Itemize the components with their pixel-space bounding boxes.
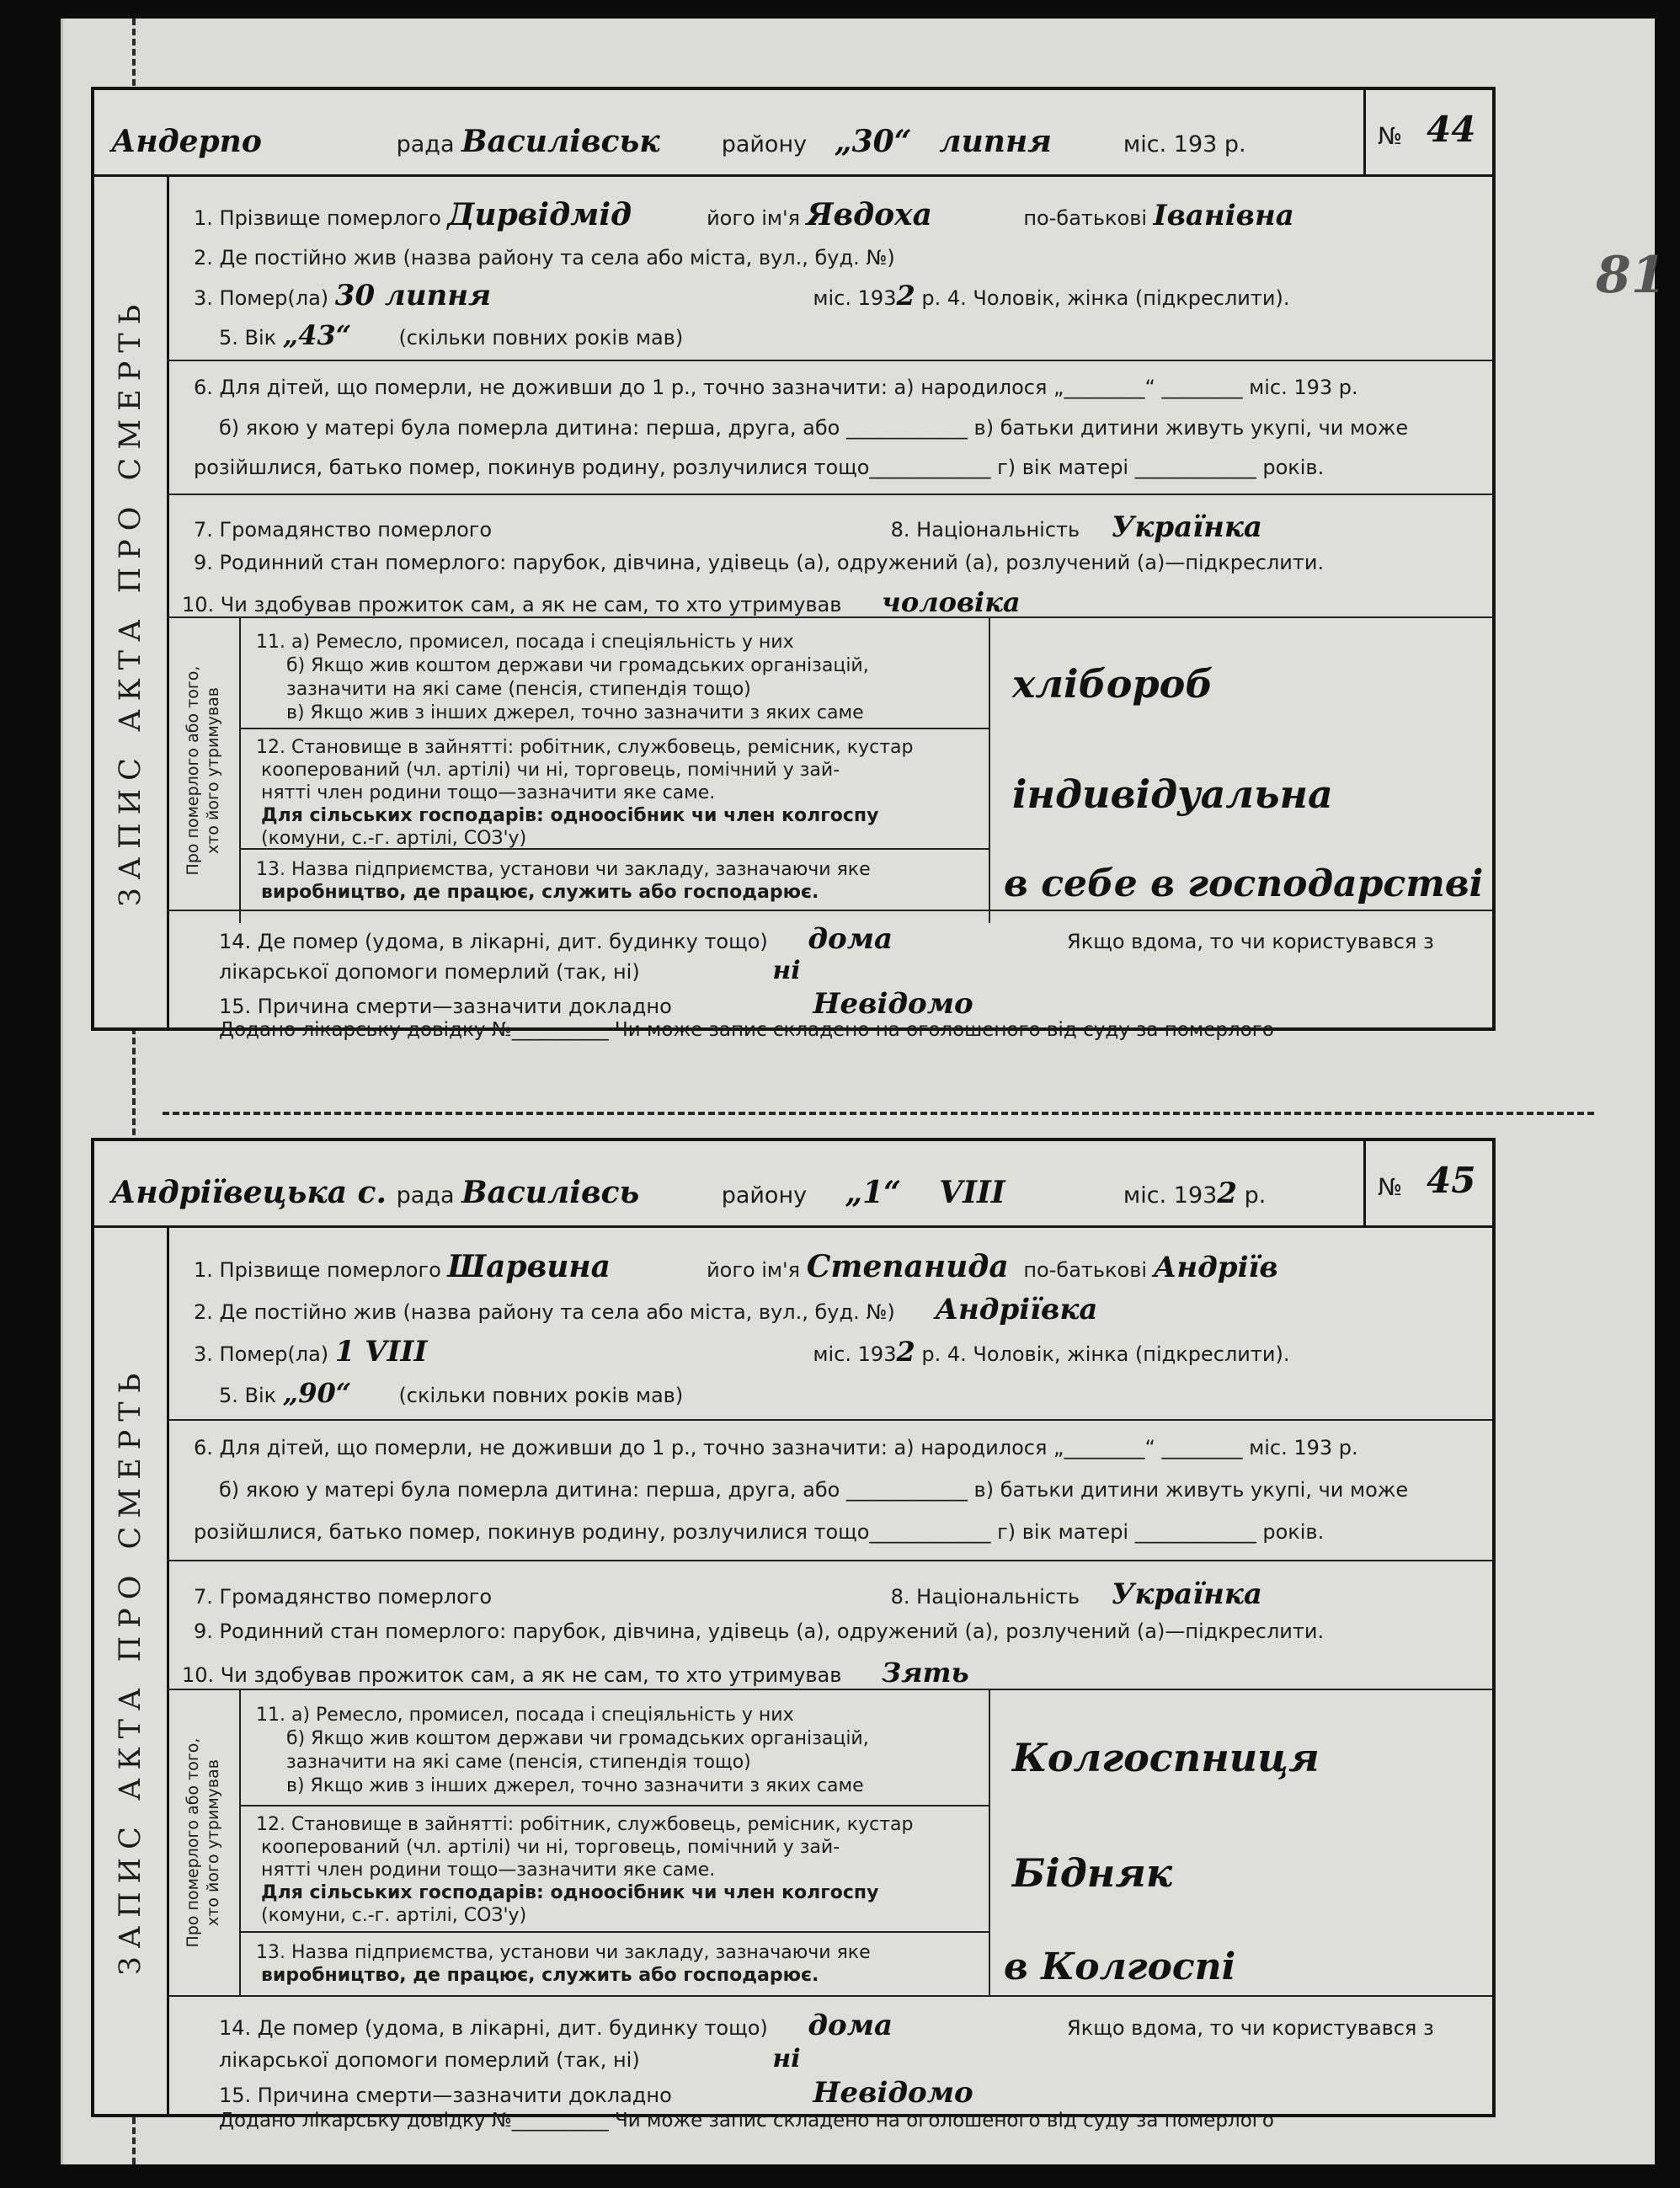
header-day-value: „30“ (834, 124, 912, 159)
header-year-value: 2 (1217, 1177, 1237, 1210)
row-15 (219, 2076, 973, 2110)
row-1 (194, 1249, 1278, 1284)
patronymic-label: по-батькові (1023, 206, 1148, 230)
year-label: 193 (1173, 1182, 1218, 1209)
nationality-value: Українка (1111, 510, 1262, 544)
died-label: 3. Помер(ла) (194, 286, 329, 310)
home-medical-label: Якщо вдома, то чи користувався з (1067, 2016, 1434, 2040)
surname-value: Шарвина (447, 1249, 611, 1284)
patronymic-value: Андріїв (1153, 1251, 1278, 1284)
death-record-card-45 (91, 1138, 1496, 2132)
surname-value: Дирвідмід (447, 197, 632, 232)
nationality-value: Українка (1111, 1577, 1262, 1611)
row-12 (256, 736, 913, 850)
age-value: „90“ (282, 1377, 352, 1409)
row-14a (219, 922, 1434, 956)
died-month-label: міс. 193 (813, 1342, 897, 1366)
row-13-b: виробництво, де працює, служить або господарює. (261, 1965, 819, 1986)
support-label: 10. Чи здобував прожиток сам, а як не сам, то хто утримував (182, 593, 842, 616)
row-12-a: 12. Становище в зайнятті: робітник, службовець, ремісник, кустар (256, 1814, 914, 1835)
row-6b: б) якою у матері була померла дитина: перша, друга, або ____________ в) батьки дитини живуть укупі, чи може (219, 416, 1409, 440)
row-12 (256, 1813, 913, 1927)
raion-label: району (721, 131, 808, 157)
district-value: Василівсь (461, 1175, 640, 1210)
row-12-e: (комуни, с.-г. артілі, СОЗ'у) (261, 828, 527, 849)
rada-label: рада (396, 131, 455, 157)
subsection-side (167, 618, 241, 923)
row-13 (256, 1941, 871, 1987)
card-header (94, 90, 1366, 177)
medical-help-label: лікарської допомоги померлий (так, ні) (219, 2048, 640, 2072)
row-11-b: б) Якщо жив коштом держави чи громадських організацій, (286, 1728, 869, 1749)
row-11-a: 11. а) Ремесло, промисел, посада і спеціяльність у них (256, 1705, 794, 1726)
side-title: ЗАПИС АКТА ПРО СМЕРТЬ (114, 296, 147, 906)
side-band (94, 1225, 169, 2114)
r-label: р. (1244, 1182, 1267, 1209)
employment-value: Бідняк (1012, 1850, 1173, 1896)
village-council-value: Андріївецька с. (111, 1175, 387, 1210)
month-label: міс. (1123, 131, 1167, 157)
row-11-d: в) Якщо жив з інших джерел, точно зазначити з яких саме (286, 1775, 864, 1796)
perforation-horizontal (163, 1112, 1594, 1115)
row-12-a: 12. Становище в зайнятті: робітник, службовець, ремісник, кустар (256, 737, 914, 758)
name-label: його ім'я (707, 206, 801, 230)
row-12-e: (комуни, с.-г. артілі, СОЗ'у) (261, 1905, 527, 1926)
name-label: його ім'я (707, 1258, 801, 1282)
cause-value: Невідомо (813, 987, 973, 1021)
row-7 (194, 1577, 1262, 1611)
number-label: № (1378, 1173, 1403, 1201)
row-16: Додано лікарську довідку №__________ Чи може запис складено на оголошеного від суду за померлого (219, 2110, 1274, 2132)
died-month-label: міс. 193 (813, 286, 897, 310)
occupation-value: Колгоспниця (1012, 1735, 1320, 1780)
cause-label: 15. Причина смерти—зазначити докладно (219, 2084, 672, 2107)
death-place-label: 14. Де помер (удома, в лікарні, дит. будинку тощо) (219, 930, 768, 953)
death-place-value: дома (808, 2009, 893, 2042)
rada-label: рада (396, 1182, 455, 1209)
month-label: міс. (1123, 1182, 1167, 1209)
row-12-b: кооперований (чл. артілі) чи ні, торговець, помічний у зай- (261, 1837, 840, 1858)
row-6a: 6. Для дітей, що померли, не доживши до 1 р., точно зазначити: а) народилося „________“ ________ міс. 193 р. (194, 1436, 1358, 1460)
record-number-value: 44 (1427, 109, 1476, 150)
occupation-value: хлібороб (1012, 661, 1213, 707)
medical-help-value: ні (772, 956, 801, 985)
row-3 (194, 1335, 1289, 1369)
row-15 (219, 987, 973, 1021)
cause-label: 15. Причина смерти—зазначити докладно (219, 995, 672, 1018)
surname-label: 1. Прізвище померлого (194, 1258, 441, 1282)
death-place-label: 14. Де помер (удома, в лікарні, дит. будинку тощо) (219, 2016, 768, 2040)
row-16: Додано лікарську довідку №__________ Чи може запис складено на оголошеного від суду за померлого (219, 1019, 1274, 1041)
support-value: чоловіка (882, 586, 1021, 618)
medical-help-label: лікарської допомоги померлий (так, ні) (219, 960, 640, 984)
row-13 (256, 858, 871, 904)
subsection-side (167, 1690, 241, 1995)
row-13-a: 13. Назва підприємства, установи чи закладу, зазначаючи яке (256, 859, 871, 880)
age-hint: (скільки повних років мав) (398, 1384, 684, 1407)
died-date-value: 30 липня (334, 279, 492, 312)
row-12-d: Для сільських господарів: одноосібник чи член колгоспу (261, 1882, 879, 1903)
row-10 (182, 1657, 969, 1689)
row-14b (219, 2044, 801, 2073)
residence-label: 2. Де постійно жив (назва району та села або міста, вул., буд. №) (194, 246, 895, 269)
row-14b (219, 956, 801, 985)
row-11-c: зазначити на які саме (пенсія, стипендія тощо) (286, 679, 751, 700)
row-11-a: 11. а) Ремесло, промисел, посада і спеціяльність у них (256, 632, 794, 653)
row-13-b: виробництво, де працює, служить або господарює. (261, 882, 819, 903)
row-1 (194, 197, 1294, 232)
header-month-value: VIII (939, 1175, 1005, 1210)
row-11-c: зазначити на які саме (пенсія, стипендія тощо) (286, 1752, 751, 1773)
row-14a (219, 2009, 1434, 2042)
row-12-c: нятті член родини тощо—зазначити яке саме. (261, 1860, 716, 1881)
citizenship-label: 7. Громадянство померлого (194, 518, 493, 542)
year-label: 193 (1173, 131, 1218, 157)
row-12-c: нятті член родини тощо—зазначити яке саме. (261, 782, 716, 803)
workplace-value: в Колгоспі (1004, 1945, 1236, 1988)
row-12-b: кооперований (чл. артілі) чи ні, торговець, помічний у зай- (261, 760, 840, 781)
margin-note: 81 (1596, 246, 1667, 305)
cause-value: Невідомо (813, 2076, 973, 2110)
nationality-label: 8. Національність (890, 1585, 1080, 1609)
age-value: „43“ (282, 319, 352, 351)
row-11 (256, 631, 869, 725)
card-header (94, 1141, 1366, 1228)
died-date-value: 1 VIII (334, 1335, 428, 1369)
medical-help-value: ні (772, 2044, 801, 2073)
row-3 (194, 279, 1289, 312)
side-band (94, 174, 169, 1027)
r-label: р. (1224, 131, 1246, 157)
patronymic-label: по-батькові (1023, 1258, 1148, 1282)
citizenship-label: 7. Громадянство померлого (194, 1585, 493, 1609)
row-12-d: Для сільських господарів: одноосібник чи член колгоспу (261, 805, 879, 826)
village-council-value: Андерпо (111, 124, 262, 159)
home-medical-label: Якщо вдома, то чи користувався з (1067, 930, 1434, 953)
row-6c: розійшлися, батько помер, покинув родину, розлучилися тощо____________ г) вік матері ____________ років. (194, 456, 1325, 479)
row-7 (194, 510, 1262, 544)
workplace-value: в себе в господарстві (1004, 862, 1484, 905)
row-5 (219, 1377, 683, 1409)
record-number-box (1363, 90, 1492, 177)
record-number-box (1363, 1141, 1492, 1228)
row-9: 9. Родинний стан померлого: парубок, дівчина, удівець (а), одружений (а), розлучений (а)—підкреслити. (194, 1620, 1325, 1643)
row-10 (182, 586, 1021, 618)
support-value: Зять (882, 1657, 969, 1689)
died-year-value: 2 (896, 1336, 915, 1368)
row-13-a: 13. Назва підприємства, установи чи закладу, зазначаючи яке (256, 1942, 871, 1963)
row-11 (256, 1704, 869, 1798)
row-5 (219, 319, 683, 351)
sex-label: р. 4. Чоловік, жінка (підкреслити). (921, 1342, 1290, 1366)
support-label: 10. Чи здобував прожиток сам, а як не сам, то хто утримував (182, 1663, 842, 1687)
residence-value: Андріївка (935, 1293, 1098, 1326)
sex-label: р. 4. Чоловік, жінка (підкреслити). (921, 286, 1290, 310)
side-title: ЗАПИС АКТА ПРО СМЕРТЬ (114, 1364, 147, 1975)
header-month-value: липня (939, 124, 1052, 159)
name-value: Степанида (806, 1249, 1009, 1284)
age-hint: (скільки повних років мав) (398, 326, 684, 350)
row-11-b: б) Якщо жив коштом держави чи громадських організацій, (286, 655, 869, 676)
row-11-d: в) Якщо жив з інших джерел, точно зазначити з яких саме (286, 702, 864, 723)
district-value: Василівськ (461, 124, 660, 159)
death-place-value: дома (808, 922, 893, 956)
row-6b: б) якою у матері була померла дитина: перша, друга, або ____________ в) батьки дитини живуть укупі, чи може (219, 1478, 1409, 1502)
name-value: Явдоха (806, 197, 932, 232)
row-9: 9. Родинний стан померлого: парубок, дівчина, удівець (а), одружений (а), розлучений (а)—підкреслити. (194, 551, 1325, 574)
row-2 (194, 238, 929, 272)
age-label: 5. Вік (219, 1384, 277, 1407)
raion-label: району (721, 1182, 808, 1209)
surname-label: 1. Прізвище померлого (194, 206, 441, 230)
died-year-value: 2 (896, 280, 915, 312)
subsection-title: Про померлого або того, хто його утримував (184, 1737, 222, 1948)
row-6a: 6. Для дітей, що померли, не доживши до 1 р., точно зазначити: а) народилося „________“ ________ міс. 193 р. (194, 376, 1358, 399)
row-6c: розійшлися, батько помер, покинув родину, розлучилися тощо____________ г) вік матері ____________ років. (194, 1520, 1325, 1544)
age-label: 5. Вік (219, 326, 277, 350)
row-2 (194, 1293, 1097, 1326)
header-day-value: „1“ (845, 1175, 901, 1210)
nationality-label: 8. Національність (890, 518, 1080, 542)
patronymic-value: Іванівна (1153, 199, 1294, 232)
number-label: № (1378, 122, 1403, 150)
death-record-card-44 (91, 87, 1496, 1041)
record-number-value: 45 (1427, 1160, 1476, 1201)
died-label: 3. Помер(ла) (194, 1342, 329, 1366)
subsection-title: Про померлого або того, хто його утримував (184, 665, 222, 876)
employment-value: індивідуальна (1012, 771, 1333, 817)
residence-label: 2. Де постійно жив (назва району та села або міста, вул., буд. №) (194, 1300, 895, 1324)
